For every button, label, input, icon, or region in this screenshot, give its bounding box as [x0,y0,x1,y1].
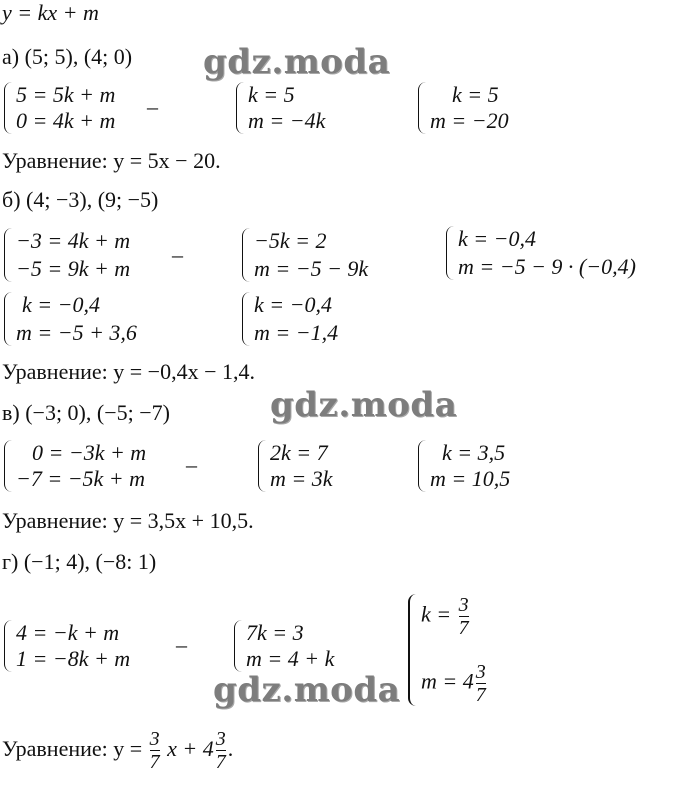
brace [4,228,13,282]
brace [234,620,243,672]
equation-row [421,594,488,639]
equation-row: m = −5 − 9 · (−0,4) [458,254,636,279]
watermark: gdz.moda [203,42,391,82]
part-b-system-5 [242,292,338,346]
equation-row: 1 = −8k + m [16,646,131,671]
equation-row: 0 = −3k + m [32,440,147,465]
equation-row: 5 = 5k + m [16,82,116,107]
result-end: . [227,736,234,761]
fraction-denominator: 7 [475,684,486,706]
fraction [459,594,469,639]
part-c-result: Уравнение: y = 3,5x + 10,5. [2,508,254,533]
part-c-system-3 [418,440,510,492]
brace [236,82,245,134]
equation-row: k = −0,4 [254,292,332,317]
fraction-denominator: 7 [458,617,469,639]
brace [242,292,251,346]
fraction [216,728,226,773]
equation-row: 0 = 4k + m [16,108,116,133]
brace [446,226,455,280]
part-d-system-1 [4,620,130,672]
part-d-label: г) (−1; 4), (−8: 1) [2,549,157,574]
brace [418,440,427,492]
watermark: gdz.moda [270,385,458,425]
part-b-label: б) (4; −3), (9; −5) [2,187,159,212]
equation-row: m = −5 + 3,6 [16,320,137,345]
brace [4,292,13,346]
equation-row: m = −1,4 [254,320,339,345]
brace [242,228,251,282]
part-b-system-1 [4,228,130,282]
equation-row: m = −4k [248,108,326,133]
fraction-numerator: 3 [149,728,160,751]
result-middle: x + 4 [167,736,214,761]
part-a-system-2 [236,82,325,134]
result-prefix: Уравнение: y = [2,736,143,761]
part-a-label: а) (5; 5), (4; 0) [2,44,133,69]
equation-row: k = −0,4 [458,226,536,251]
equation-row: 4 = −k + m [16,620,120,645]
equation-row: −5 = 9k + m [16,256,131,281]
fraction-denominator: 7 [149,751,160,774]
fraction-numerator: 3 [215,728,226,751]
part-b-system-2 [242,228,368,282]
equation-row: 7k = 3 [246,620,304,645]
fraction [476,661,486,706]
equation-row: k = 5 [248,82,295,107]
equation-row: −5k = 2 [254,228,327,253]
watermark: gdz.moda [213,670,401,710]
equation-row: 2k = 7 [270,440,328,465]
brace [4,620,13,672]
fraction-numerator: 3 [458,594,469,616]
part-d-system-3 [408,594,488,706]
equation-lhs: m = 4 [421,668,474,694]
brace [4,440,13,492]
brace [418,82,427,134]
brace [4,82,13,134]
subtract-sign: – [147,94,158,119]
part-c-system-1 [4,440,146,492]
part-b-system-4 [4,292,137,346]
equation-row: m = 3k [270,466,333,491]
part-d-result [2,724,233,774]
part-b-system-3 [446,226,636,280]
equation-row: m = −5 − 9k [254,256,369,281]
brace [408,594,418,706]
equation-row: k = 5 [452,82,499,107]
equation-lhs: k = [421,601,452,627]
equation-row: −7 = −5k + m [16,466,146,491]
part-a-result: Уравнение: y = 5x − 20. [2,148,221,173]
part-d-system-2 [234,620,334,672]
fraction-numerator: 3 [475,661,486,683]
equation-row: k = −0,4 [22,292,100,317]
subtract-sign: – [172,242,183,267]
equation-row: −3 = 4k + m [16,228,131,253]
subtract-sign: – [176,632,187,657]
part-c-system-2 [258,440,333,492]
equation-row: m = −20 [430,108,509,133]
part-a-system-1 [4,82,115,134]
subtract-sign: – [186,452,197,477]
brace [258,440,267,492]
equation-row: m = 10,5 [430,466,511,491]
part-a-system-3 [418,82,509,134]
equation-row: m = 4 + k [246,646,335,671]
part-b-result: Уравнение: y = −0,4x − 1,4. [2,359,255,384]
fraction-denominator: 7 [215,751,226,774]
fraction [150,728,160,773]
general-equation: y = kx + m [2,0,99,25]
equation-row [421,661,488,706]
equation-row: k = 3,5 [442,440,506,465]
part-c-label: в) (−3; 0), (−5; −7) [2,400,170,425]
